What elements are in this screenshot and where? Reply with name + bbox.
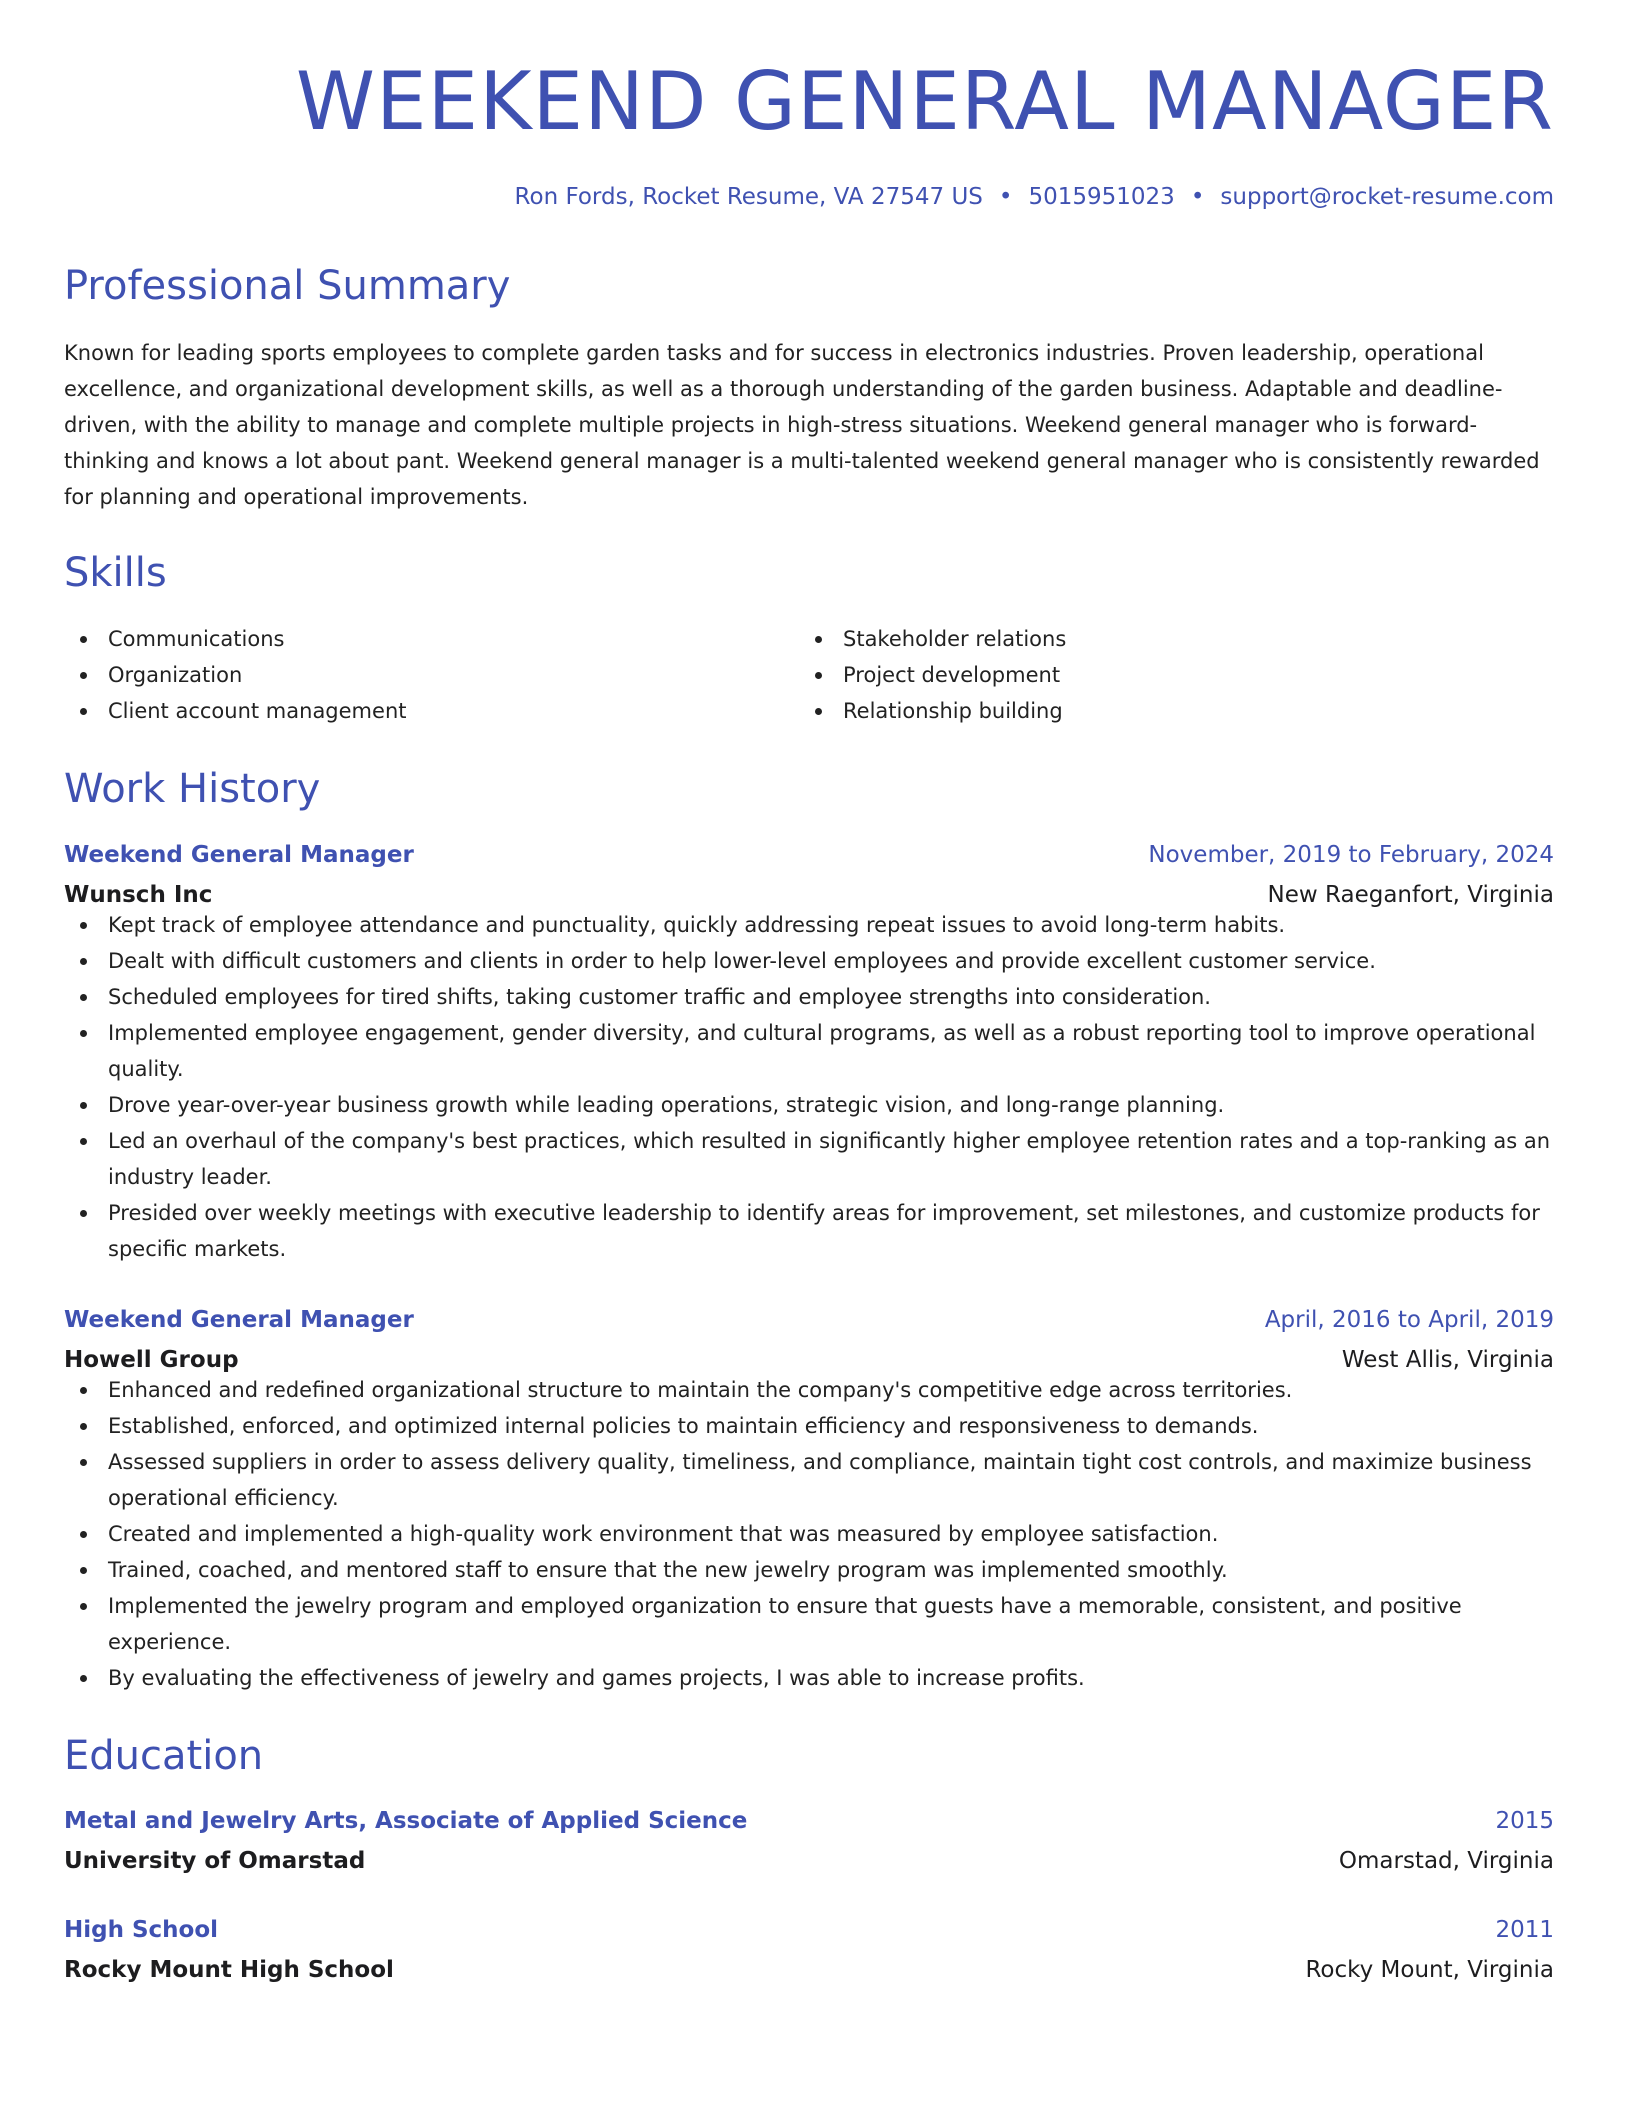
job-bullet: Kept track of employee attendance and punctuality, quickly addressing repeat issues to avoid long-term habits. (64, 907, 1554, 943)
education-degree: Metal and Jewelry Arts, Associate of Applied Science (64, 1808, 748, 1834)
job-bullets (64, 1372, 1554, 1696)
job-bullet: Implemented the jewelry program and employed organization to ensure that guests have a memorable, consistent, and positive experience. (64, 1588, 1554, 1660)
job-entry (64, 844, 1554, 1267)
education-year: 2011 (1495, 1917, 1554, 1943)
job-location: New Raeganfort, Virginia (1267, 882, 1554, 908)
education-subheader (64, 1959, 1554, 1982)
job-subheader (64, 884, 1554, 907)
job-header (64, 844, 1554, 867)
skill-item: Relationship building (799, 693, 1534, 729)
education-location: Rocky Mount, Virginia (1305, 1957, 1554, 1983)
job-bullet: Implemented employee engagement, gender diversity, and cultural programs, as well as a robust reporting tool to improve operational quality. (64, 1015, 1554, 1087)
candidate-title: WEEKEND GENERAL MANAGER (295, 55, 1554, 148)
job-bullet: Trained, coached, and mentored staff to ensure that the new jewelry program was implemented smoothly. (64, 1552, 1554, 1588)
job-bullet: Drove year-over-year business growth while leading operations, strategic vision, and long-range planning. (64, 1087, 1554, 1123)
education-location: Omarstad, Virginia (1338, 1848, 1554, 1874)
education-header (64, 1810, 1554, 1833)
contact-email[interactable]: support@rocket-resume.com (1220, 184, 1554, 210)
education-subheader (64, 1850, 1554, 1873)
education-heading: Education (64, 1733, 264, 1779)
job-role: Weekend General Manager (64, 1307, 414, 1333)
work-history-heading: Work History (64, 766, 321, 812)
contact-line (64, 186, 1554, 209)
skill-item: Organization (64, 657, 799, 693)
contact-phone: 5015951023 (1028, 184, 1175, 210)
job-dates: April, 2016 to April, 2019 (1264, 1307, 1554, 1333)
job-bullet: Created and implemented a high-quality work environment that was measured by employee satisfaction. (64, 1516, 1554, 1552)
job-bullet: By evaluating the effectiveness of jewelry and games projects, I was able to increase profits. (64, 1660, 1554, 1696)
skill-item: Client account management (64, 693, 799, 729)
summary-heading: Professional Summary (64, 263, 511, 309)
job-bullet: Assessed suppliers in order to assess delivery quality, timeliness, and compliance, maintain tight cost controls, and maximize business operational efficiency. (64, 1444, 1554, 1516)
contact-separator: • (1190, 184, 1205, 210)
education-degree: High School (64, 1917, 219, 1943)
job-role: Weekend General Manager (64, 842, 414, 868)
education-entry (64, 1810, 1554, 1873)
job-company: Wunsch Inc (64, 882, 213, 908)
job-bullet: Enhanced and redefined organizational structure to maintain the company's competitive edge across territories. (64, 1372, 1554, 1408)
job-bullet: Established, enforced, and optimized internal policies to maintain efficiency and responsiveness to demands. (64, 1408, 1554, 1444)
contact-address: Ron Fords, Rocket Resume, VA 27547 US (514, 184, 983, 210)
job-entry (64, 1309, 1554, 1696)
skills-heading: Skills (64, 550, 167, 596)
education-entry (64, 1919, 1554, 1982)
job-company: Howell Group (64, 1347, 239, 1373)
education-school: University of Omarstad (64, 1848, 366, 1874)
skill-item: Stakeholder relations (799, 621, 1534, 657)
job-bullet: Led an overhaul of the company's best practices, which resulted in significantly higher employee retention rates and a top-ranking as an industry leader. (64, 1123, 1554, 1195)
contact-separator: • (998, 184, 1013, 210)
skill-item: Project development (799, 657, 1534, 693)
job-dates: November, 2019 to February, 2024 (1148, 842, 1554, 868)
job-bullets (64, 907, 1554, 1267)
job-bullet: Scheduled employees for tired shifts, taking customer traffic and employee strengths into consideration. (64, 979, 1554, 1015)
education-year: 2015 (1495, 1808, 1554, 1834)
education-header (64, 1919, 1554, 1942)
job-bullet: Presided over weekly meetings with executive leadership to identify areas for improvement, set milestones, and customize products for specific markets. (64, 1195, 1554, 1267)
summary-text: Known for leading sports employees to complete garden tasks and for success in electronics industries. Proven leadership, operational excellence, and organizational development skills, as well as a thorough understanding of the garden business. Adaptable and deadline-driven, with the ability to manage and complete multiple projects in high-stress situations. Weekend general manager who is forward-thinking and knows a lot about pant. Weekend general manager is a multi-talented weekend general manager who is consistently rewarded for planning and operational improvements. (64, 341, 1540, 509)
skills-list (64, 621, 1554, 729)
education-school: Rocky Mount High School (64, 1957, 394, 1983)
job-bullet: Dealt with difficult customers and clients in order to help lower-level employees and provide excellent customer service. (64, 943, 1554, 979)
job-location: West Allis, Virginia (1341, 1347, 1554, 1373)
skill-item: Communications (64, 621, 799, 657)
skills-column-left (64, 621, 799, 729)
job-subheader (64, 1349, 1554, 1372)
job-header (64, 1309, 1554, 1332)
skills-column-right (799, 621, 1534, 729)
resume-page (64, 0, 1554, 1982)
